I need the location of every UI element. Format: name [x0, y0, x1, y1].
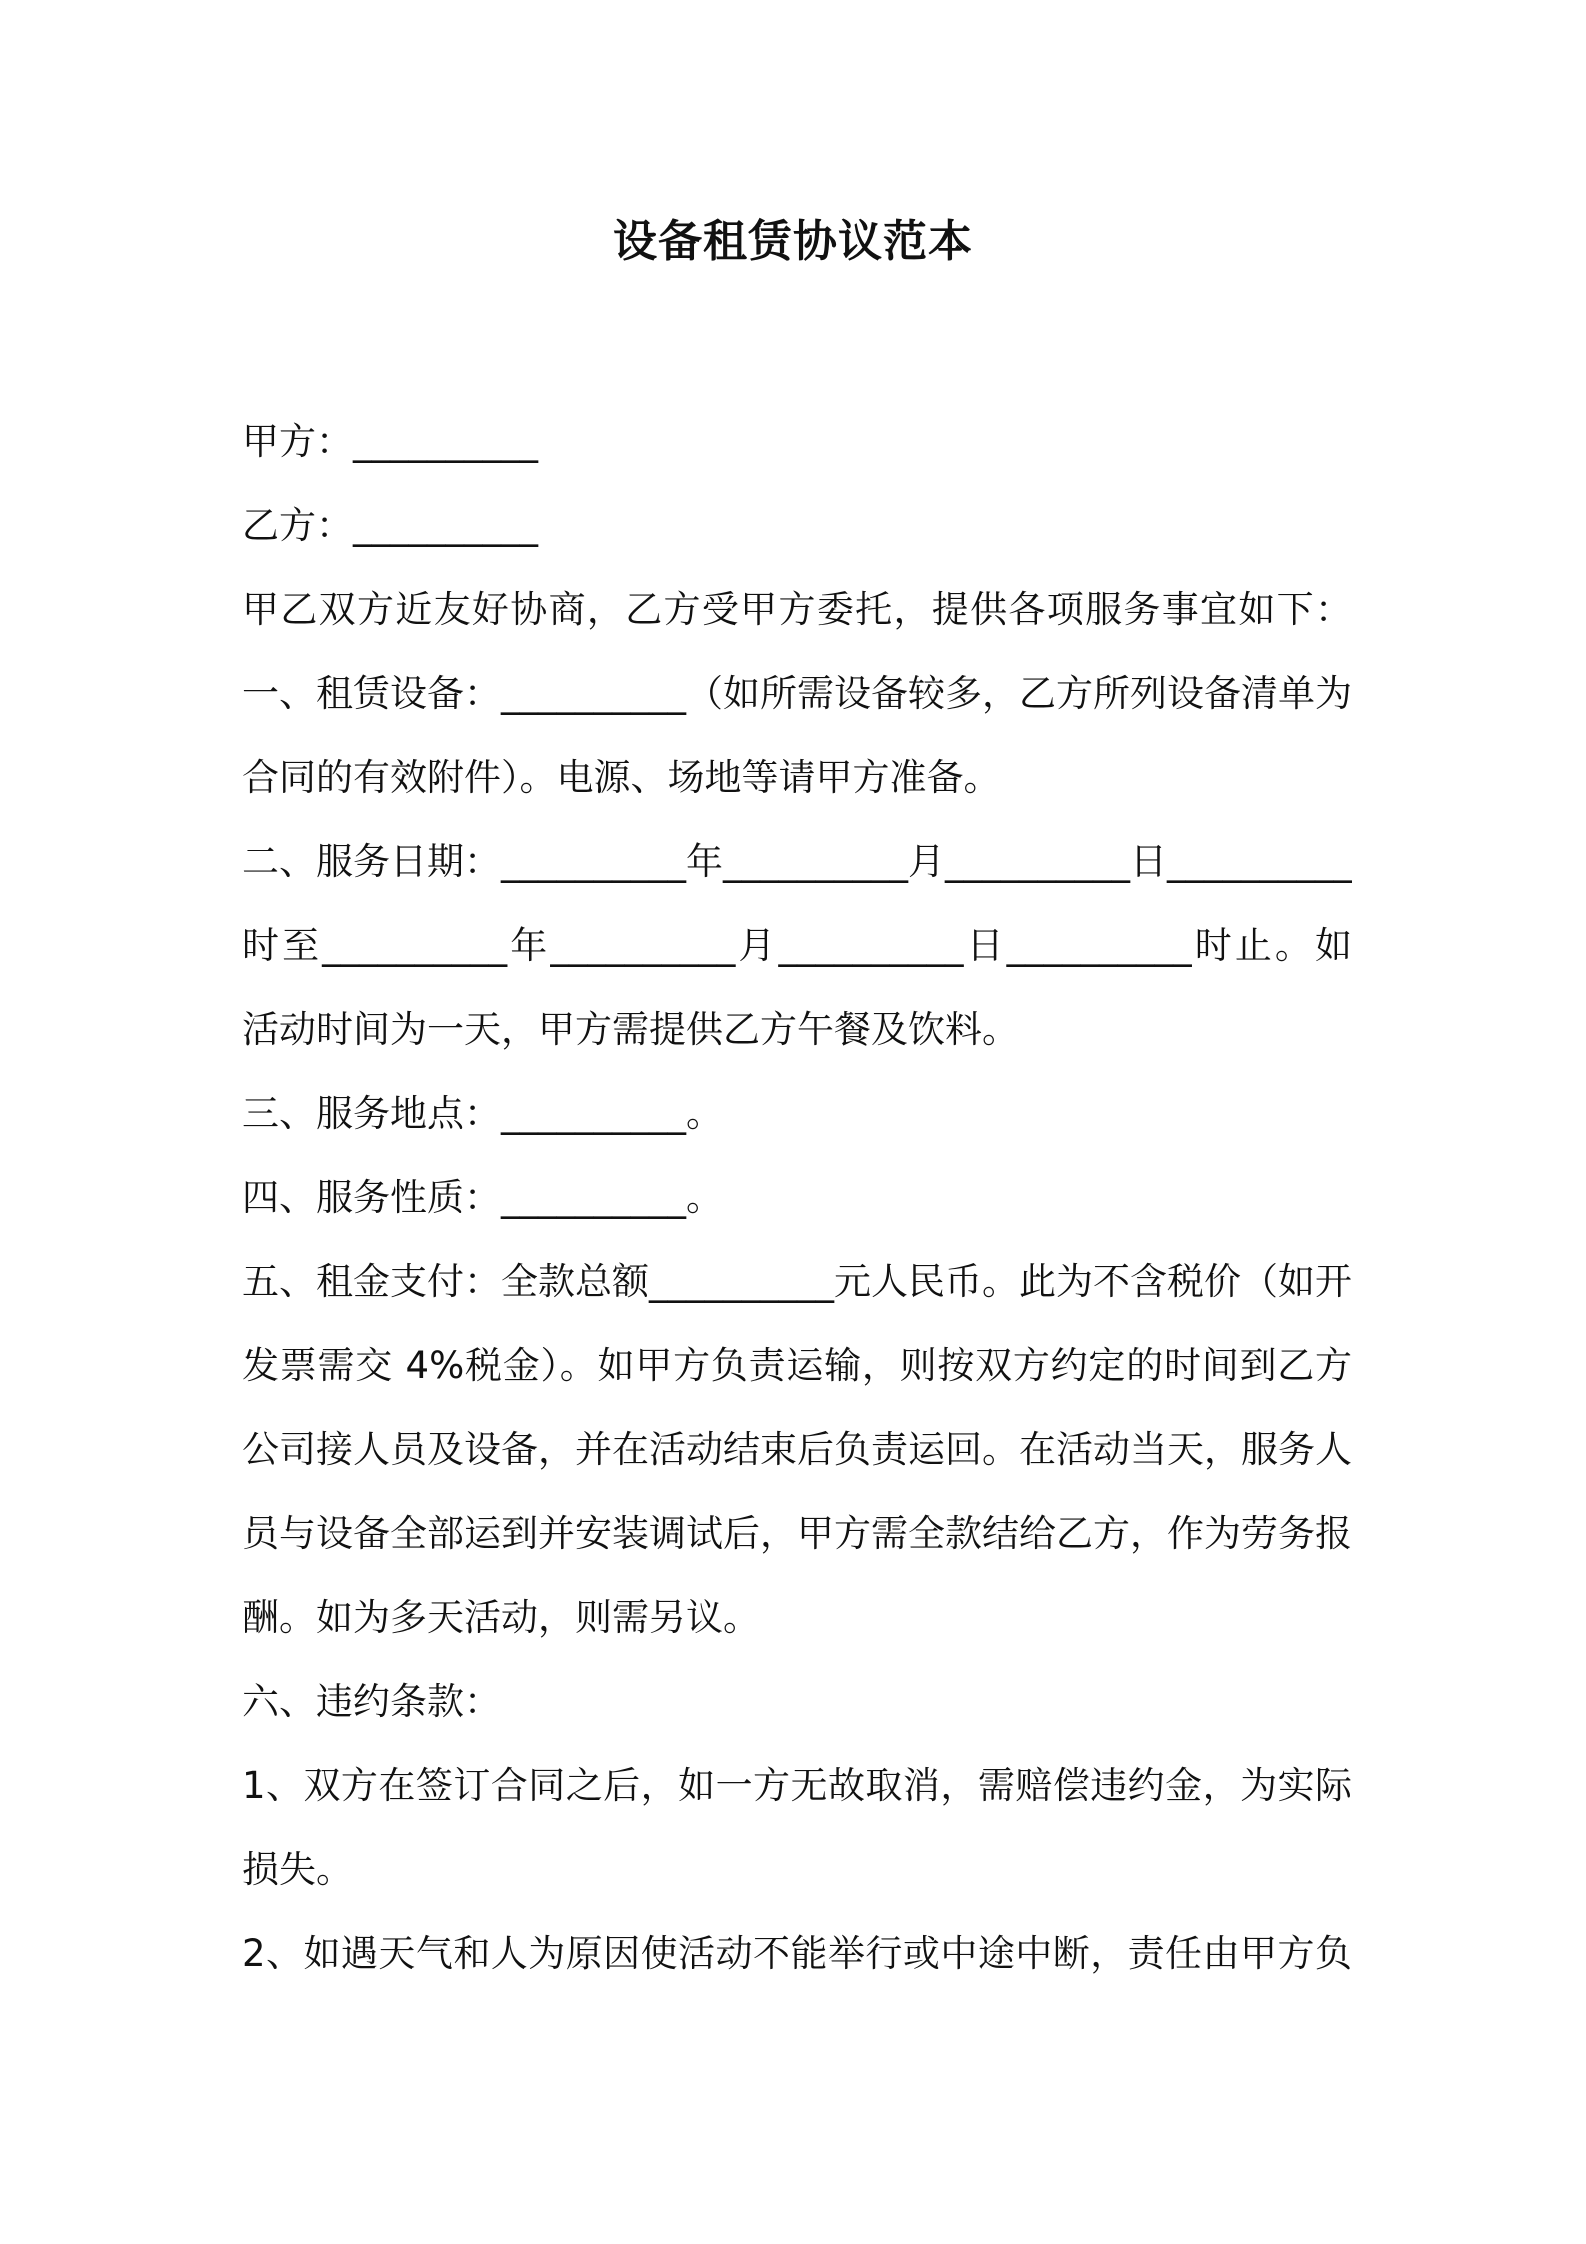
clause-4-line: 四、服务性质：__________。 — [242, 1176, 723, 1219]
clause-1-line-1: 一、租赁设备：__________（如所需设备较多，乙方所列设备清单为 — [242, 672, 1352, 715]
clause-6-item-2-line-1: 2、如遇天气和人为原因使活动不能举行或中途中断，责任由甲方负 — [242, 1932, 1352, 1975]
clause-5-line-3: 公司接人员及设备，并在活动结束后负责运回。在活动当天，服务人 — [242, 1428, 1352, 1471]
clause-2-line-2: 时至__________年__________月__________日__________时止。如 — [242, 924, 1352, 967]
party-a-line: 甲方：__________ — [242, 420, 538, 463]
clause-3-line: 三、服务地点：__________。 — [242, 1092, 723, 1135]
clause-5-line-2: 发票需交 4%税金）。如甲方负责运输，则按双方约定的时间到乙方 — [242, 1344, 1352, 1387]
preamble-line: 甲乙双方近友好协商，乙方受甲方委托，提供各项服务事宜如下： — [242, 588, 1352, 631]
clause-5-line-5: 酬。如为多天活动，则需另议。 — [242, 1596, 760, 1639]
clause-5-line-4: 员与设备全部运到并安装调试后，甲方需全款结给乙方，作为劳务报 — [242, 1512, 1352, 1555]
document-body — [242, 400, 1352, 1996]
document-title: 设备租赁协议范本 — [613, 216, 973, 267]
clause-5-line-1: 五、租金支付：全款总额__________元人民币。此为不含税价（如开 — [242, 1260, 1352, 1303]
clause-2-line-1: 二、服务日期：__________年__________月__________日__________ — [242, 840, 1352, 883]
clause-6-item-1-line-2: 损失。 — [242, 1848, 353, 1891]
party-b-line: 乙方：__________ — [242, 504, 538, 547]
clause-1-line-2: 合同的有效附件）。电源、场地等请甲方准备。 — [242, 756, 1001, 799]
clause-2-line-3: 活动时间为一天，甲方需提供乙方午餐及饮料。 — [242, 1008, 1019, 1051]
clause-6-heading: 六、违约条款： — [242, 1680, 501, 1723]
clause-6-item-1-line-1: 1、双方在签订合同之后，如一方无故取消，需赔偿违约金，为实际 — [242, 1764, 1352, 1807]
